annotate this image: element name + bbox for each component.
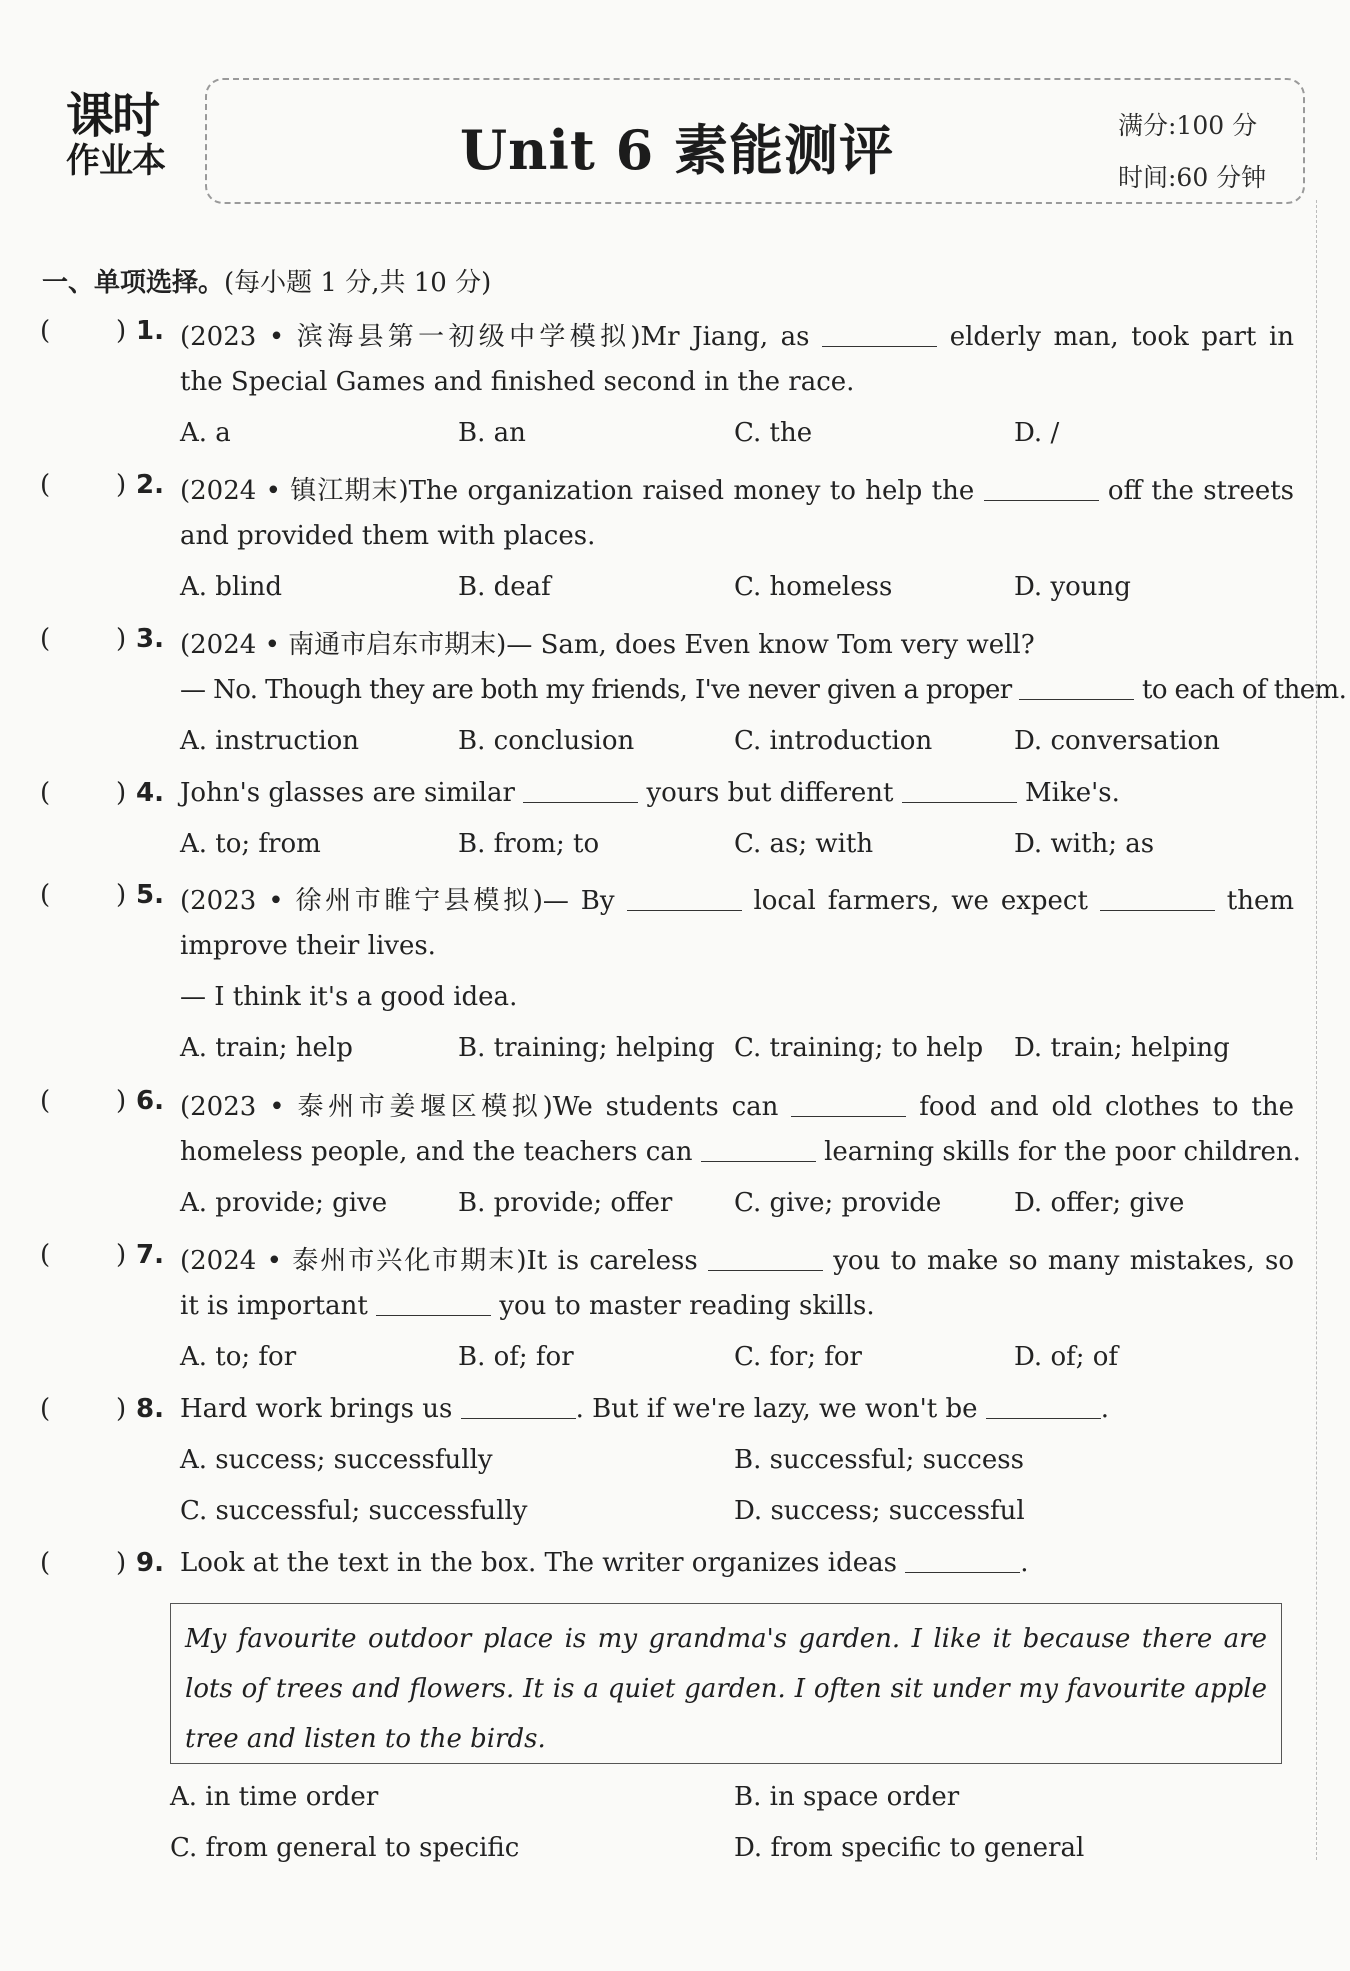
options [40, 1445, 1294, 1496]
question-text: . [1100, 1394, 1110, 1424]
option-c[interactable]: C. homeless [734, 572, 893, 602]
question-number: 7. [136, 1240, 164, 1270]
question-text: food and old clothes to the [919, 1092, 1294, 1122]
answer-blank[interactable] [376, 1291, 491, 1316]
option-d[interactable]: D. conversation [1014, 726, 1220, 756]
question-text: you to make so many mistakes, so [833, 1246, 1294, 1276]
option-c[interactable]: C. training; to help [734, 1033, 984, 1063]
answer-blank[interactable] [822, 322, 937, 347]
question-text: . [1020, 1548, 1029, 1578]
options [40, 1833, 1294, 1884]
question-text: improve their lives. [180, 931, 436, 961]
question-text: Hard work brings us [180, 1394, 453, 1424]
question-number: 8. [136, 1394, 164, 1424]
question-text: it is important [180, 1291, 368, 1321]
section-title [42, 262, 491, 299]
question-number: 4. [136, 778, 164, 808]
options [40, 1496, 1294, 1547]
question-text: — No. Though they are both my friends, I've never given a proper [180, 675, 1012, 705]
option-b[interactable]: B. an [458, 418, 526, 448]
question-8: ( ) 8. Hard work brings us . But if we're lazy, we won't be . A. success; successfully B. successful; success C. successful; successfully D. success; successful [40, 1394, 1294, 1547]
question-text: homeless people, and the teachers can [180, 1137, 693, 1167]
option-d[interactable]: D. train; helping [1014, 1033, 1230, 1063]
option-a[interactable]: A. blind [180, 572, 282, 602]
answer-blank[interactable] [791, 1092, 906, 1117]
question-number: 3. [136, 624, 164, 654]
question-text: (2023 • 滨海县第一初级中学模拟)Mr Jiang, as [180, 322, 810, 352]
question-9: ( ) 9. Look at the text in the box. The writer organizes ideas . [40, 1548, 1029, 1578]
question-6: ( ) 6. (2023 • 泰州市姜堰区模拟)We students can food and old clothes to the homeless people, and the teachers can learning skills for the poor children. A. provide; give B. provide; offer C. give; provide D. offer; give [40, 1086, 1294, 1239]
option-c[interactable]: C. from general to specific [170, 1833, 520, 1863]
answer-blank[interactable] [701, 1137, 816, 1162]
question-text: yours but different [646, 778, 894, 808]
option-d[interactable]: D. success; successful [734, 1496, 1025, 1526]
option-b[interactable]: B. conclusion [458, 726, 635, 756]
answer-blank[interactable] [1100, 886, 1215, 911]
option-a[interactable]: A. provide; give [180, 1188, 388, 1218]
option-c[interactable]: C. introduction [734, 726, 933, 756]
options [40, 1342, 1294, 1393]
question-3: ( ) 3. (2024 • 南通市启东市期末)— Sam, does Even know Tom very well? — No. Though they are both my friends, I've never given a proper to each of them. A. instruction B. conclusion C. introduction D. conversation [40, 624, 1294, 777]
option-b[interactable]: B. of; for [458, 1342, 574, 1372]
option-d[interactable]: D. from specific to general [734, 1833, 1085, 1863]
option-b[interactable]: B. training; helping [458, 1033, 715, 1063]
question-9-options [40, 1782, 1294, 1884]
full-score: 满分:100 分 [1118, 111, 1258, 140]
option-a[interactable]: A. instruction [180, 726, 360, 756]
option-d[interactable]: D. young [1014, 572, 1131, 602]
page-title: Unit 6 素能测评 [460, 118, 894, 182]
option-d[interactable]: D. with; as [1014, 829, 1155, 859]
answer-blank[interactable] [523, 778, 638, 803]
option-d[interactable]: D. offer; give [1014, 1188, 1185, 1218]
option-a[interactable]: A. to; for [180, 1342, 297, 1372]
answer-blank[interactable] [984, 476, 1099, 501]
logo-line1: 课时 [66, 88, 159, 144]
options [40, 829, 1294, 880]
option-b[interactable]: B. in space order [734, 1782, 960, 1812]
question-text: Mike's. [1025, 778, 1120, 808]
answer-blank[interactable] [1019, 675, 1134, 700]
question-text: them [1226, 886, 1294, 916]
options [40, 1188, 1294, 1239]
answer-blank[interactable] [986, 1394, 1101, 1419]
options [40, 418, 1294, 469]
section-label: 一、单项选择。 [42, 268, 225, 298]
question-text: (2024 • 镇江期末)The organization raised money to help the [180, 476, 975, 506]
option-c[interactable]: C. as; with [734, 829, 874, 859]
exam-meta [1118, 100, 1266, 204]
option-a[interactable]: A. in time order [170, 1782, 379, 1812]
question-number: 9. [136, 1548, 164, 1578]
question-number: 1. [136, 316, 164, 346]
question-text: to each of them. [1141, 675, 1347, 705]
question-number: 2. [136, 470, 164, 500]
question-text: and provided them with places. [180, 521, 596, 551]
question-5: ( ) 5. (2023 • 徐州市睢宁县模拟)— By local farmers, we expect them improve their lives. — I think it's a good idea. A. train; help B. training; helping C. training; to help D. train; helping [40, 880, 1294, 1084]
question-7: ( ) 7. (2024 • 泰州市兴化市期末)It is careless you to make so many mistakes, so it is important you to master reading skills. A. to; for B. of; for C. for; for D. of; of [40, 1240, 1294, 1393]
question-text: — I think it's a good idea. [180, 982, 518, 1012]
question-4: ( ) 4. John's glasses are similar yours but different Mike's. A. to; from B. from; to C. as; with D. with; as [40, 778, 1294, 880]
option-c[interactable]: C. for; for [734, 1342, 862, 1372]
question-text: off the streets [1107, 476, 1295, 506]
time-limit: 时间:60 分钟 [1118, 163, 1267, 192]
option-b[interactable]: B. deaf [458, 572, 551, 602]
question-text: (2023 • 徐州市睢宁县模拟)— By [180, 886, 615, 916]
option-a[interactable]: A. success; successfully [180, 1445, 493, 1475]
reading-text-box: My favourite outdoor place is my grandma's garden. I like it because there are lots of trees and flowers. It is a quiet garden. I often sit under my favourite apple tree and listen to the birds. [170, 1603, 1282, 1764]
option-d[interactable]: D. of; of [1014, 1342, 1119, 1372]
section-scoring: (每小题 1 分,共 10 分) [224, 268, 492, 298]
option-c[interactable]: C. the [734, 418, 813, 448]
options [40, 726, 1294, 777]
question-2: ( ) 2. (2024 • 镇江期末)The organization raised money to help the off the streets and provided them with places. A. blind B. deaf C. homeless D. young [40, 470, 1294, 623]
options [40, 572, 1294, 623]
question-number: 6. [136, 1086, 164, 1116]
question-text: elderly man, took part in [949, 322, 1295, 352]
answer-blank[interactable] [461, 1394, 576, 1419]
question-text: . But if we're lazy, we won't be [575, 1394, 978, 1424]
question-text: Look at the text in the box. The writer organizes ideas [180, 1548, 897, 1578]
answer-blank[interactable] [902, 778, 1017, 803]
question-text: local farmers, we expect [753, 886, 1088, 916]
answer-blank[interactable] [627, 886, 742, 911]
option-c[interactable]: C. give; provide [734, 1188, 942, 1218]
option-b[interactable]: B. provide; offer [458, 1188, 673, 1218]
question-text: (2024 • 南通市启东市期末)— Sam, does Even know Tom very well? [180, 630, 1035, 660]
question-text: learning skills for the poor children. [824, 1137, 1301, 1167]
option-b[interactable]: B. from; to [458, 829, 600, 859]
question-text: (2023 • 泰州市姜堰区模拟)We students can [180, 1092, 779, 1122]
options [40, 1782, 1294, 1833]
options [40, 1033, 1294, 1084]
option-a[interactable]: A. train; help [180, 1033, 353, 1063]
option-c[interactable]: C. successful; successfully [180, 1496, 528, 1526]
answer-blank[interactable] [708, 1246, 823, 1271]
brand-logo [66, 88, 186, 181]
logo-line2: 作业本 [66, 141, 165, 181]
question-text: (2024 • 泰州市兴化市期末)It is careless [180, 1246, 698, 1276]
question-text: you to master reading skills. [499, 1291, 875, 1321]
option-d[interactable]: D. / [1014, 418, 1060, 448]
question-text: the Special Games and finished second in the race. [180, 367, 855, 397]
answer-blank[interactable] [905, 1548, 1020, 1573]
option-a[interactable]: A. to; from [180, 829, 321, 859]
question-number: 5. [136, 880, 164, 910]
margin-rule [1316, 200, 1317, 1860]
question-1: ( ) 1. (2023 • 滨海县第一初级中学模拟)Mr Jiang, as elderly man, took part in the Special Games and finished second in the race. A. a B. an C. the D. / [40, 316, 1294, 469]
option-a[interactable]: A. a [180, 418, 231, 448]
question-text: John's glasses are similar [180, 778, 515, 808]
option-b[interactable]: B. successful; success [734, 1445, 1024, 1475]
